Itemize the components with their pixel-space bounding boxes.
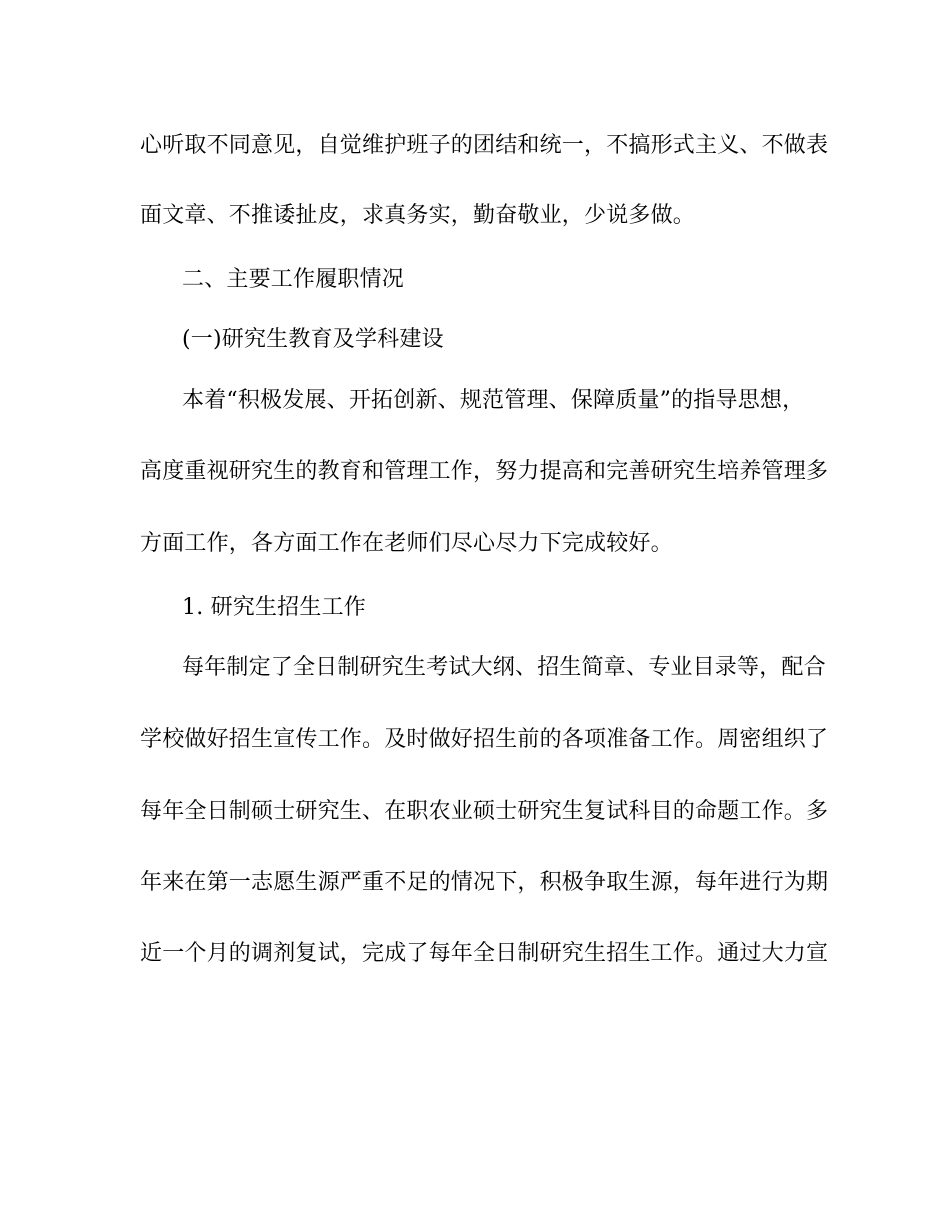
subsection-heading: (一)研究生教育及学科建设 [182,327,444,352]
paragraph-line: 面文章、不推诿扯皮，求真务实，勤奋敬业，少说多做。 [140,203,696,228]
paragraph-line: 近一个月的调剂复试，完成了每年全日制研究生招生工作。通过大力宣 [140,941,829,966]
paragraph-line: 年来在第一志愿生源严重不足的情况下，积极争取生源，每年进行为期 [140,870,829,895]
paragraph-line: 本着“积极发展、开拓创新、规范管理、保障质量”的指导思想， [182,388,805,413]
paragraph-line: 学校做好招生宣传工作。及时做好招生前的各项准备工作。周密组织了 [140,727,829,752]
paragraph-line: 每年制定了全日制研究生考试大纲、招生简章、专业目录等，配合 [182,655,826,680]
paragraph-line: 每年全日制硕士研究生、在职农业硕士研究生复试科目的命题工作。多 [140,799,829,824]
paragraph-line: 方面工作，各方面工作在老师们尽心尽力下完成较好。 [140,531,673,556]
paragraph-line: 高度重视研究生的教育和管理工作，努力提高和完善研究生培养管理多 [140,459,829,484]
paragraph-line: 心听取不同意见，自觉维护班子的团结和统一，不搞形式主义、不做表 [140,133,829,158]
section-heading: 二、主要工作履职情况 [182,267,405,292]
item-heading: 1. 研究生招生工作 [182,595,366,620]
